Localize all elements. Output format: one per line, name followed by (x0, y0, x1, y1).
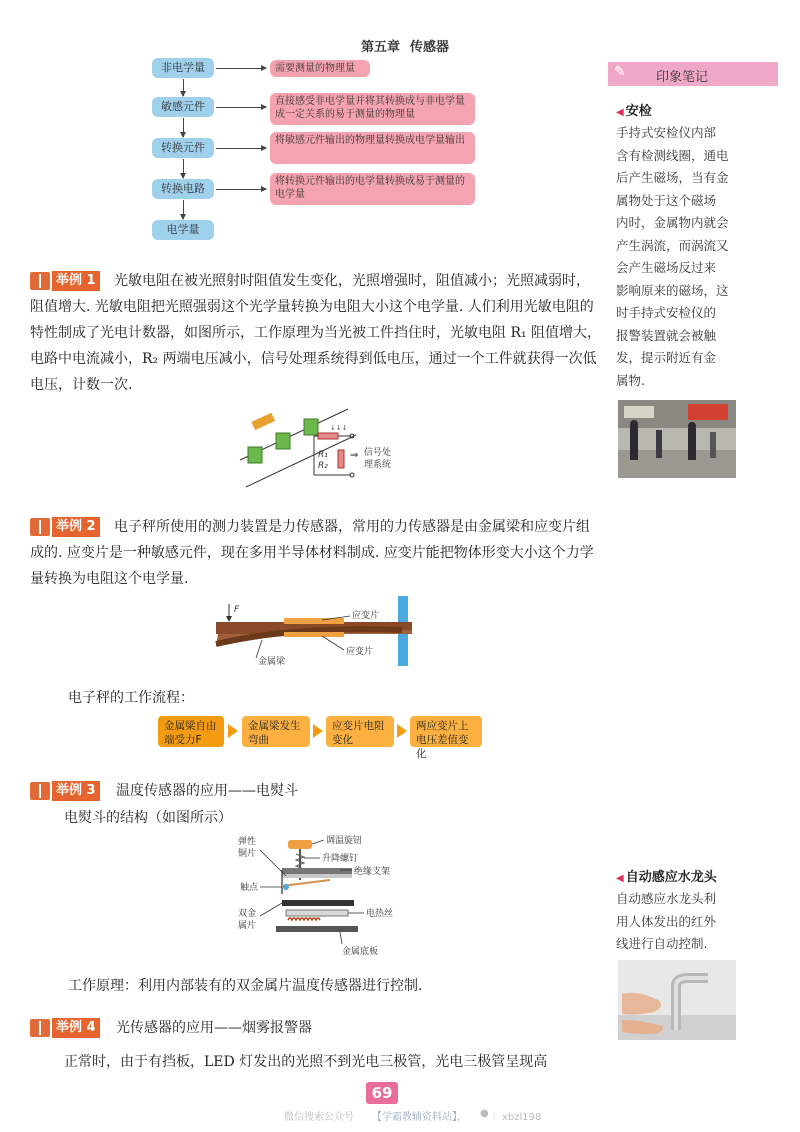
process-step: 两应变片上电压差值变化 (410, 716, 482, 747)
example-label: 举例 1 (52, 271, 100, 291)
wechat-icon: ● (480, 1108, 489, 1119)
strain-gauge-figure (212, 594, 424, 670)
example-4-title: 光传感器的应用——烟雾报警器 (116, 1020, 312, 1036)
chapter-title: 传感器 (410, 40, 450, 55)
sidebar-line: 手持式安检仪内部 (616, 125, 717, 140)
r2-label: R₂ (318, 461, 328, 471)
spring-label: 弹性 (238, 837, 257, 847)
flow-note: 将敏感元件输出的物理量转换成电学量输出 (270, 132, 475, 164)
page-number: 69 (366, 1082, 398, 1104)
flow-node: 非电学量 (152, 58, 214, 78)
bimetal-label-2: 属片 (238, 921, 257, 931)
sidebar-line: 发，提示附近有金 (616, 350, 717, 365)
process-arrow (313, 724, 323, 738)
knob-label: 调温旋钮 (326, 836, 363, 846)
elephant-icon: ✎ (614, 64, 626, 80)
example-label: 举例 3 (52, 781, 100, 801)
signal-label-2: 理系统 (364, 460, 392, 470)
sidebar-line: 用人体发出的红外 (616, 913, 717, 929)
sidebar-line: 时手持式安检仪的 (616, 305, 717, 320)
footer-mid: 【学霸教辅资料站】， (372, 1112, 467, 1123)
gauge-top-label: 应变片 (352, 611, 380, 621)
flow-note: 直接感受非电学量并将其转换成与非电学量成一定关系的易于测量的物理量 (270, 93, 475, 125)
sidebar-text-security (616, 122, 776, 392)
chapter-header (0, 36, 800, 55)
sidebar-title-bar (608, 62, 778, 86)
process-arrow (228, 724, 238, 738)
r1-label: R₁ (318, 450, 328, 460)
sidebar-line: 后产生磁场，当有金 (616, 170, 729, 185)
sidebar-line: 报警装置就会被触 (616, 327, 717, 343)
example-3-principle: 工作原理：利用内部装有的双金属片温度传感器进行控制. (68, 978, 423, 994)
flow-node: 转换元件 (152, 138, 214, 158)
example-4-text: 正常时，由于有挡板，LED 灯发出的光照不到光电三极管，光电三极管呈现高 (64, 1054, 548, 1070)
sidebar-line: 属物处于这个磁场 (616, 192, 717, 208)
process-step: 金属梁自由端受力F (158, 716, 224, 747)
flow-arrow (216, 148, 266, 149)
spring-label-2: 铜片 (238, 849, 257, 859)
flow-node: 转换电路 (152, 179, 214, 199)
flow-arrow (183, 159, 184, 178)
signal-label: 信号处 (364, 448, 392, 458)
sidebar-title: 印象笔记 (656, 70, 709, 85)
sidebar-line: 产生涡流，而涡流又 (616, 237, 729, 253)
base-label: 金属底板 (342, 947, 379, 957)
sidebar-line: 线进行自动控制. (616, 936, 708, 951)
chapter-number: 第五章 (360, 40, 400, 55)
sidebar-heading-security: ◀ 安检 (616, 100, 652, 119)
process-step: 金属梁发生弯曲 (242, 716, 310, 747)
flow-note: 需要测量的物理量 (270, 60, 370, 77)
example-1-text: 光敏电阻在被光照射时阻值发生变化，光照增强时，阻值减小；光照减弱时，阻值增大. 光敏电阻把光照强弱这个光学量转换为电阻大小这个电学量. 人们利用光敏电阻的特性制成了光电计数器，如图所示，工作原理为当光被工件挡住时，光敏电阻 R₁ 阻值增大，电路中电流减小，R₂ 两端电压减小，信号处理系统得到低电压，通过一个工件就获得一次低电压，计数一次. (30, 273, 602, 393)
bimetal-label: 双金 (238, 909, 257, 919)
example-label: 举例 2 (52, 517, 100, 537)
contact-label: 触点 (240, 883, 259, 893)
process-arrow (397, 724, 407, 738)
insulator-label: 绝缘支架 (354, 867, 391, 877)
security-check-photo (618, 400, 736, 478)
svg-text:⇒: ⇒ (350, 450, 359, 461)
footer-right: ：xbzl198 (492, 1112, 542, 1123)
force-label: F (234, 605, 240, 615)
sidebar-heading-faucet: ◀ 自动感应水龙头 (616, 866, 717, 885)
flow-arrow (216, 68, 266, 69)
flow-arrow (183, 200, 184, 219)
sidebar-line: 内时，金属物内就会 (616, 215, 729, 230)
sidebar-line: 含有检测线圈，通电 (616, 147, 729, 163)
flow-arrow (183, 118, 184, 137)
footer-left: 微信搜索公众号 (284, 1112, 354, 1123)
example-label: 举例 4 (52, 1018, 100, 1038)
photo-counter-figure (238, 405, 418, 495)
example-2-text: 电子秤所使用的测力装置是力传感器，常用的力传感器是由金属梁和应变片组成的. 应变片是一种敏感元件，现在多用半导体材料制成. 应变片能把物体形变大小这个力学量转换为电阻这个电学量. (30, 519, 594, 587)
gauge-bottom-label: 应变片 (346, 647, 374, 657)
svg-text:↓↓↓: ↓↓↓ (330, 424, 348, 432)
flow-arrow (183, 79, 184, 96)
book-icon (30, 1019, 50, 1037)
example-3-tag (30, 781, 100, 801)
electric-iron-figure (230, 830, 410, 960)
process-step: 应变片电阻变化 (326, 716, 394, 747)
example-4-tag (30, 1018, 100, 1038)
sidebar-line: 属物. (616, 372, 645, 388)
sidebar-text-faucet (616, 888, 776, 956)
flow-arrow (216, 107, 266, 108)
heater-label: 电热丝 (366, 909, 394, 919)
flow-arrow (216, 189, 266, 190)
sidebar-line: 影响原来的磁场，这 (616, 282, 729, 298)
example-3-title: 温度传感器的应用——电熨斗 (116, 783, 298, 799)
flow-note: 将转换元件输出的电学量转换成易于测量的电学量 (270, 173, 475, 205)
process-title: 电子秤的工作流程： (68, 690, 194, 706)
faucet-photo (618, 960, 736, 1040)
flow-node: 敏感元件 (152, 97, 214, 117)
screw-label: 升降螺钉 (322, 854, 359, 864)
sidebar-line: 会产生磁场反过来 (616, 260, 717, 275)
beam-label: 金属梁 (258, 657, 286, 667)
sidebar-line: 自动感应水龙头利 (616, 891, 717, 906)
flow-node: 电学量 (152, 220, 214, 240)
example-3-subtitle: 电熨斗的结构（如图所示） (64, 810, 232, 826)
book-icon (30, 782, 50, 800)
